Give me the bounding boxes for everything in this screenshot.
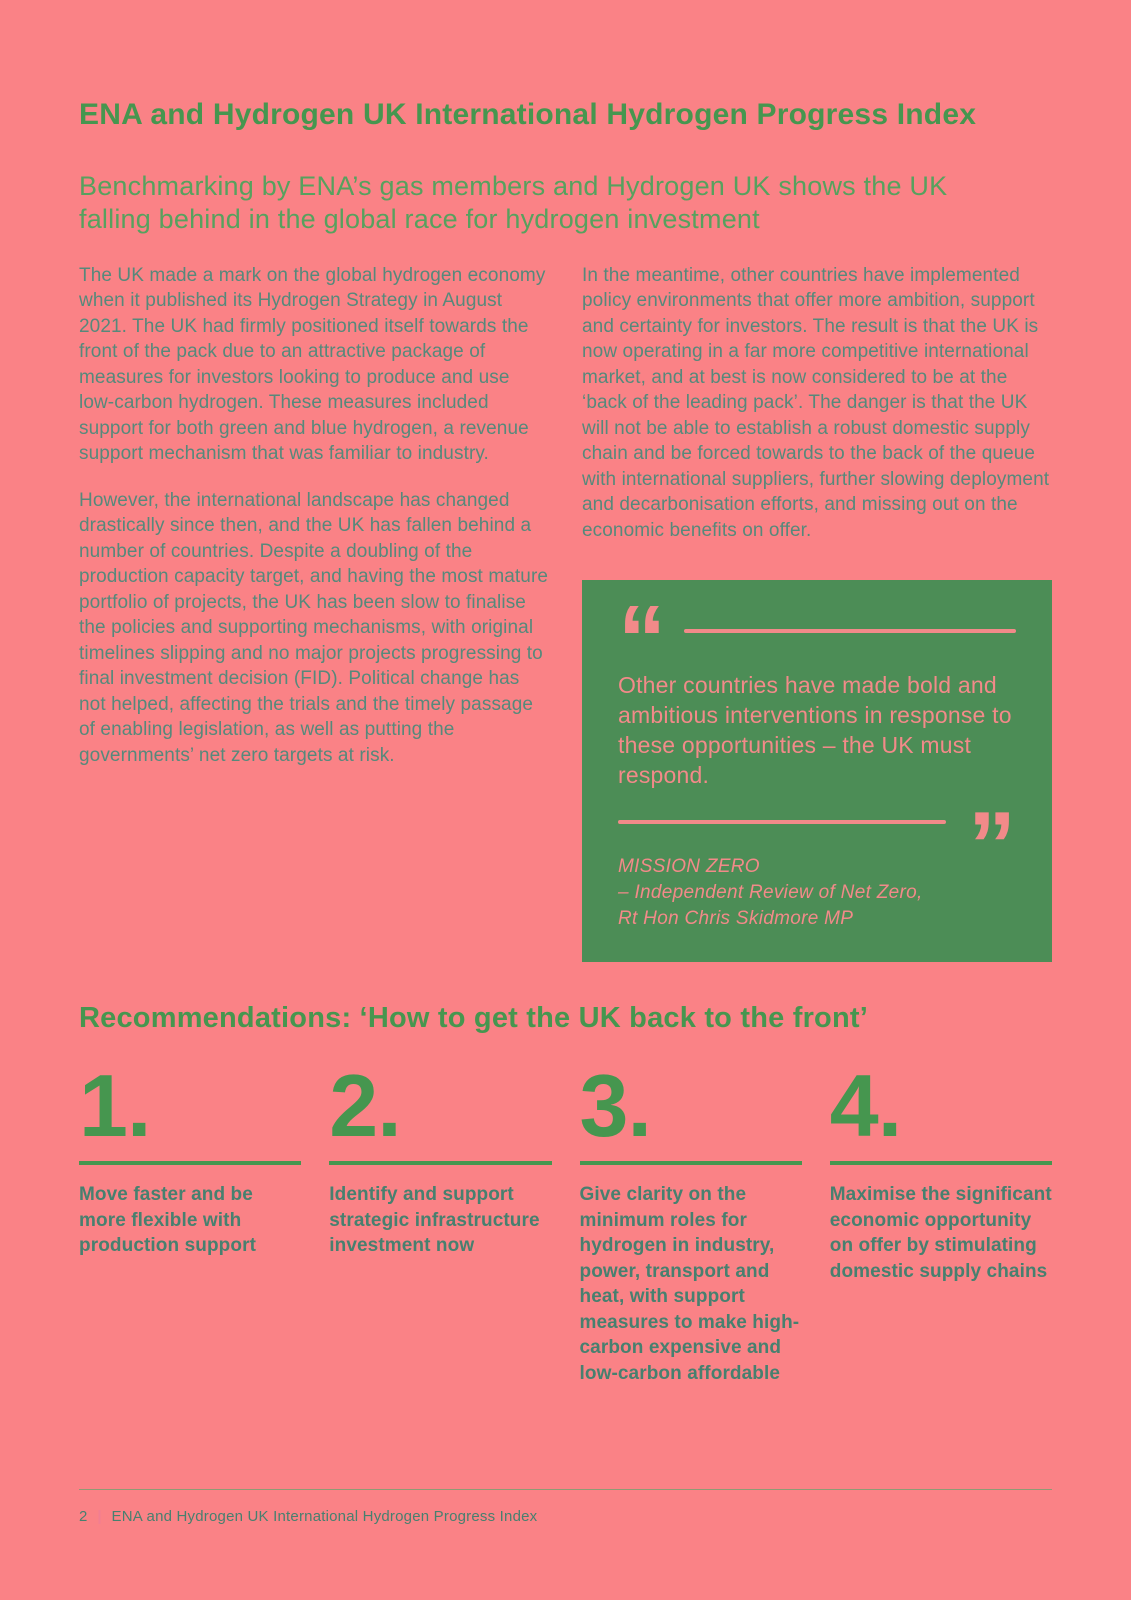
quote-attribution-source: MISSION ZERO [618, 856, 760, 878]
quote-text: Other countries have made bold and ambitious interventions in response to these opportunities – the UK must respond. [618, 672, 1012, 789]
quote-attribution [618, 854, 1016, 932]
open-quote-icon: “ [618, 586, 666, 694]
page-subtitle: Benchmarking by ENA’s gas members and Hydrogen UK shows the UK falling behind in the global race for hydrogen investment [79, 171, 948, 235]
recommendation-text: Maximise the significant economic opportunity on offer by stimulating domestic supply chains [829, 1184, 1052, 1282]
page-footer [79, 1508, 537, 1525]
recommendation-item-4 [829, 1056, 1052, 1386]
body-right-column [582, 263, 1052, 963]
recommendation-text: Move faster and be more flexible with production support [79, 1184, 256, 1257]
recommendation-divider [329, 1161, 551, 1165]
quote-divider-line-bottom [618, 820, 946, 824]
body-paragraph: The UK made a mark on the global hydrogen economy when it published its Hydrogen Strategy in August 2021. The UK had firmly positioned itself towards the front of the pack due to an attractive package of measures for investors looking to produce and use low-carbon hydrogen. These measures included support for both green and blue hydrogen, a revenue support mechanism that was familiar to industry. [79, 264, 546, 465]
recommendation-divider [830, 1161, 1052, 1165]
pull-quote-box [582, 580, 1052, 962]
footer-document-title: ENA and Hydrogen UK International Hydrogen Progress Index [111, 1508, 538, 1525]
quote-attribution-author: Rt Hon Chris Skidmore MP [618, 908, 854, 930]
recommendation-divider [79, 1161, 301, 1165]
body-columns [79, 263, 1052, 963]
footer-page-number: 2 [79, 1508, 88, 1525]
recommendation-item-3 [579, 1056, 802, 1386]
body-paragraph: However, the international landscape has changed drastically since then, and the UK has fallen behind a number of countries. Despite a doubling of the production capacity target, and having the most mature portfolio of projects, the UK has been slow to finalise the policies and supporting mechanisms, with original timelines slipping and no major projects progressing to final investment decision (FID). Political change has not helped, affecting the trials and the timely passage of enabling legislation, as well as putting the governments’ net zero targets at risk. [79, 489, 549, 766]
body-paragraph: In the meantime, other countries have implemented policy environments that offer more ambition, support and certainty for investors. The result is that the UK is now operating in a far more competitive international market, and at best is now considered to be at the ‘back of the leading pack’. The danger is that the UK will not be able to establish a robust domestic supply chain and be forced towards to the back of the queue with international suppliers, further slowing deployment and decarbonisation efforts, and missing out on the economic benefits on offer. [582, 264, 1050, 541]
recommendation-text: Identify and support strategic infrastructure investment now [329, 1184, 540, 1257]
recommendation-divider [580, 1161, 802, 1165]
close-quote-icon: ” [968, 792, 1016, 900]
recommendation-number: 3. [579, 1056, 651, 1156]
quote-attribution-review: – Independent Review of Net Zero, [618, 882, 923, 904]
recommendation-item-1 [79, 1056, 301, 1386]
footer-divider [79, 1489, 1052, 1490]
recommendation-text: Give clarity on the minimum roles for hydrogen in industry, power, transport and heat, with support measures to make high-carbon expensive and low-carbon affordable [579, 1184, 800, 1384]
recommendation-number: 4. [829, 1056, 902, 1156]
recommendations-grid [79, 1056, 1052, 1386]
quote-divider-line-top [684, 629, 1016, 633]
recommendations-heading: Recommendations: ‘How to get the UK back to the front’ [79, 1002, 868, 1035]
quote-header [618, 586, 1016, 694]
recommendation-number: 2. [329, 1056, 401, 1156]
body-left-column [79, 263, 549, 963]
page-title: ENA and Hydrogen UK International Hydrogen Progress Index [79, 98, 977, 131]
footer-separator: | [97, 1508, 102, 1525]
recommendation-item-2 [329, 1056, 551, 1386]
recommendation-number: 1. [79, 1056, 151, 1156]
